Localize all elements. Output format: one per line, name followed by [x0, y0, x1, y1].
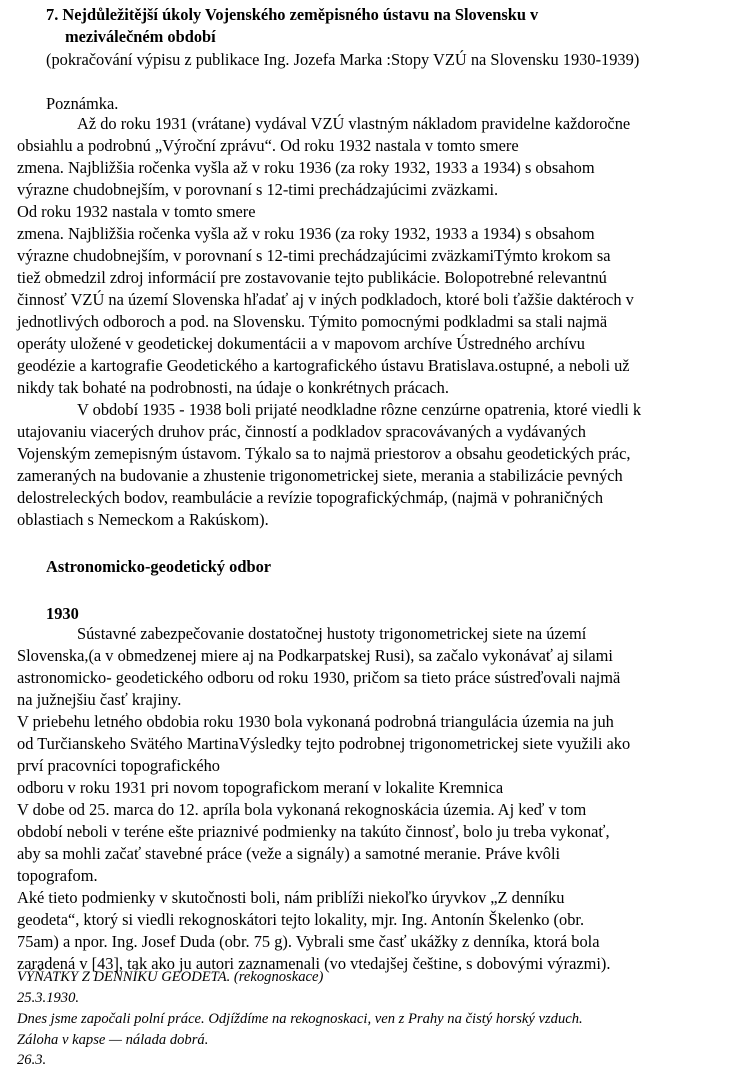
section-title: Astronomicko-geodetický odbor: [46, 557, 272, 576]
body-line: aby sa mohli začať stavebné práce (veže a signály) a samotné meranie. Práve kvôli: [17, 844, 561, 863]
body-line: astronomicko- geodetického odboru od roku 1930, pričom sa tieto práce sústreďovali najmä: [17, 668, 621, 687]
note-label: Poznámka.: [46, 94, 119, 113]
note-line: Až do roku 1931 (vrátane) vydával VZÚ vlastným nákladom pravidelne každoročne: [77, 114, 631, 133]
note-line: výrazne chudobnejším, v porovnaní s 12-timi prechádzajúcimi zväzkamiTýmto krokom sa: [17, 246, 611, 265]
body-line: prví pracovníci topografického: [17, 756, 220, 775]
diary-line: Záloha v kapse — nálada dobrá.: [17, 1032, 209, 1048]
note-line: obsiahlu a podrobnú „Výroční zprávu“. Od roku 1932 nastala v tomto smere: [17, 136, 519, 155]
note-line: výrazne chudobnejším, v porovnaní s 12-timi prechádzajúcimi zväzkami.: [17, 180, 499, 199]
body-line: Aké tieto podmienky v skutočnosti boli, nám priblíži niekoľko úryvkov „Z denníku: [17, 888, 565, 907]
note-line: operáty uložené v geodetickej dokumentácii a v mapovom archíve Ústredného archívu: [17, 334, 585, 353]
body-line: V dobe od 25. marca do 12. apríla bola vykonaná rekognoskácia územia. Aj keď v tom: [17, 800, 587, 819]
note-line: geodézie a kartografie Geodetického a kartografického ústavu Bratislava.ostupné, a neboli už: [17, 356, 630, 375]
heading-line-1: 7. Nejdůležitější úkoly Vojenského zeměpisného ústavu na Slovensku v: [46, 5, 539, 24]
body-line: 75am) a npor. Ing. Josef Duda (obr. 75 g). Vybrali sme časť ukážky z denníka, ktorá bola: [17, 932, 600, 951]
note-line: zmena. Najbližšia ročenka vyšla až v roku 1936 (za roky 1932, 1933 a 1934) s obsahom: [17, 224, 595, 243]
note-line: tiež obmedzil zdroj informácií pre zostavovanie tejto publikácie. Bolopotrebné relevantnú: [17, 268, 607, 287]
note-line: jednotlivých odboroch a pod. na Slovensku. Týmito pomocnými podkladmi sa stali najmä: [17, 312, 608, 331]
note-line: zmena. Najbližšia ročenka vyšla až v roku 1936 (za roky 1932, 1933 a 1934) s obsahom: [17, 158, 595, 177]
diary-title: VÝŇATKY Z DENNÍKU GEODETA. (rekognoskace): [17, 969, 324, 985]
year-heading: 1930: [46, 604, 79, 623]
diary-date: 26.3.: [17, 1052, 47, 1068]
note-line: oblastiach s Nemeckom a Rakúskom).: [17, 510, 269, 529]
note-line: utajovaniu viacerých druhov prác, činností a podkladov spracovávaných a vydávaných: [17, 422, 586, 441]
note-line: delostreleckých bodov, reambulácie a revízie topografickýchmáp, (najmä v pohraničných: [17, 488, 604, 507]
body-line: zaradená v [43], tak ako ju autori zaznamenali (vo vtedajšej češtine, s dobovými výrazmi).: [17, 954, 611, 973]
note-line: Od roku 1932 nastala v tomto smere: [17, 202, 256, 221]
body-line: období neboli v teréne ešte priaznivé podmienky na takúto činnosť, bolo ju treba vykonať,: [17, 822, 610, 841]
body-line: od Turčianskeho Svätého MartinaVýsledky tejto podrobnej trigonometrickej siete využili ako: [17, 734, 631, 753]
heading-line-2: meziválečném období: [65, 27, 216, 46]
diary-line: Dnes jsme započali polní práce. Odjíždíme na rekognoskaci, ven z Prahy na čistý horský vzduch.: [17, 1011, 583, 1027]
diary-date: 25.3.1930.: [17, 990, 80, 1006]
note-line: nikdy tak bohaté na podrobnosti, na údaje o konkrétnych prácach.: [17, 378, 449, 397]
note-line: Vojenským zemepisným ústavom. Týkalo sa to najmä priestorov a obsahu geodetických prác,: [17, 444, 631, 463]
body-line: odboru v roku 1931 pri novom topografickom meraní v lokalite Kremnica: [17, 778, 504, 797]
note-line: činnosť VZÚ na území Slovenska hľadať aj v iných podkladoch, ktoré boli ťažšie daktéroch v: [17, 290, 634, 309]
source-citation: (pokračování výpisu z publikace Ing. Jozefa Marka :Stopy VZÚ na Slovensku 1930-1939): [46, 50, 640, 69]
body-line: V priebehu letného obdobia roku 1930 bola vykonaná podrobná triangulácia územia na juh: [17, 712, 614, 731]
body-line: topografom.: [17, 866, 98, 885]
note-line: V období 1935 - 1938 boli prijaté neodkladne rôzne cenzúrne opatrenia, ktoré viedli k: [77, 400, 642, 419]
body-line: Sústavné zabezpečovanie dostatočnej hustoty trigonometrickej siete na území: [77, 624, 587, 643]
body-line: geodeta“, ktorý si viedli rekognoskátori tejto lokality, mjr. Ing. Antonín Škelenko (obr.: [17, 910, 585, 929]
body-line: na južnejšiu časť krajiny.: [17, 690, 182, 709]
body-line: Slovenska,(a v obmedzenej miere aj na Podkarpatskej Rusi), sa začalo vykonávať aj silami: [17, 646, 613, 665]
note-line: zameraných na budovanie a zhustenie trigonometrickej siete, merania a stabilizácie pevných: [17, 466, 623, 485]
